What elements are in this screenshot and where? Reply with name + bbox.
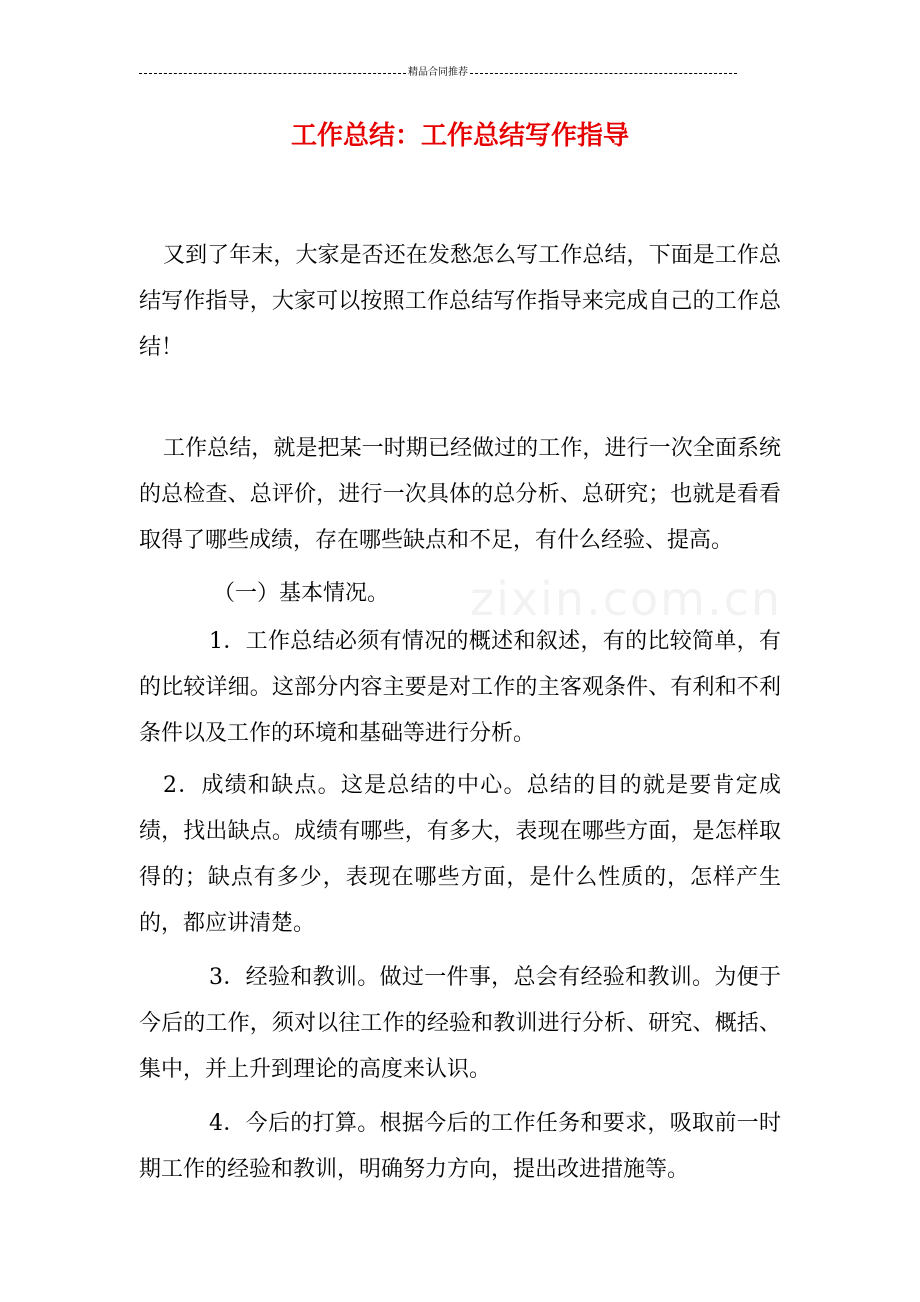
list-item-1: 1．工作总结必须有情况的概述和叙述，有的比较简单，有的比较详细。这部分内容主要是对工作的主客观条件、有利和不利条件以及工作的环境和基础等进行分析。 <box>139 629 781 746</box>
document-title: 工作总结：工作总结写作指导 <box>290 121 629 151</box>
header-dash-left <box>139 73 406 74</box>
intro-paragraph: 又到了年末，大家是否还在发愁怎么写工作总结，下面是工作总结写作指导，大家可以按照工作总结写作指导来完成自己的工作总结！ <box>139 243 781 360</box>
definition-paragraph: 工作总结，就是把某一时期已经做过的工作，进行一次全面系统的总检查、总评价，进行一次具体的总分析、总研究；也就是看看取得了哪些成绩，存在哪些缺点和不足，有什么经验、提高。 <box>139 436 781 553</box>
list-item-4: 4．今后的打算。根据今后的工作任务和要求，吸取前一时期工作的经验和教训，明确努力方向，提出改进措施等。 <box>139 1111 781 1182</box>
section-heading-basic-situation: （一）基本情况。 <box>213 581 390 606</box>
list-item-3: 3．经验和教训。做过一件事，总会有经验和教训。为便于今后的工作，须对以往工作的经验和教训进行分析、研究、概括、集中，并上升到理论的高度来认识。 <box>139 965 781 1082</box>
list-item-2: 2．成绩和缺点。这是总结的中心。总结的目的就是要肯定成绩，找出缺点。成绩有哪些，有多大，表现在哪些方面，是怎样取得的；缺点有多少，表现在哪些方面，是什么性质的，怎样产生的，都应讲清楚。 <box>139 773 781 936</box>
header-label: 精品合同推荐 <box>408 67 468 78</box>
header-dash-right <box>470 73 737 74</box>
watermark: zixin.com.cn <box>470 572 783 626</box>
page-header <box>139 66 737 80</box>
